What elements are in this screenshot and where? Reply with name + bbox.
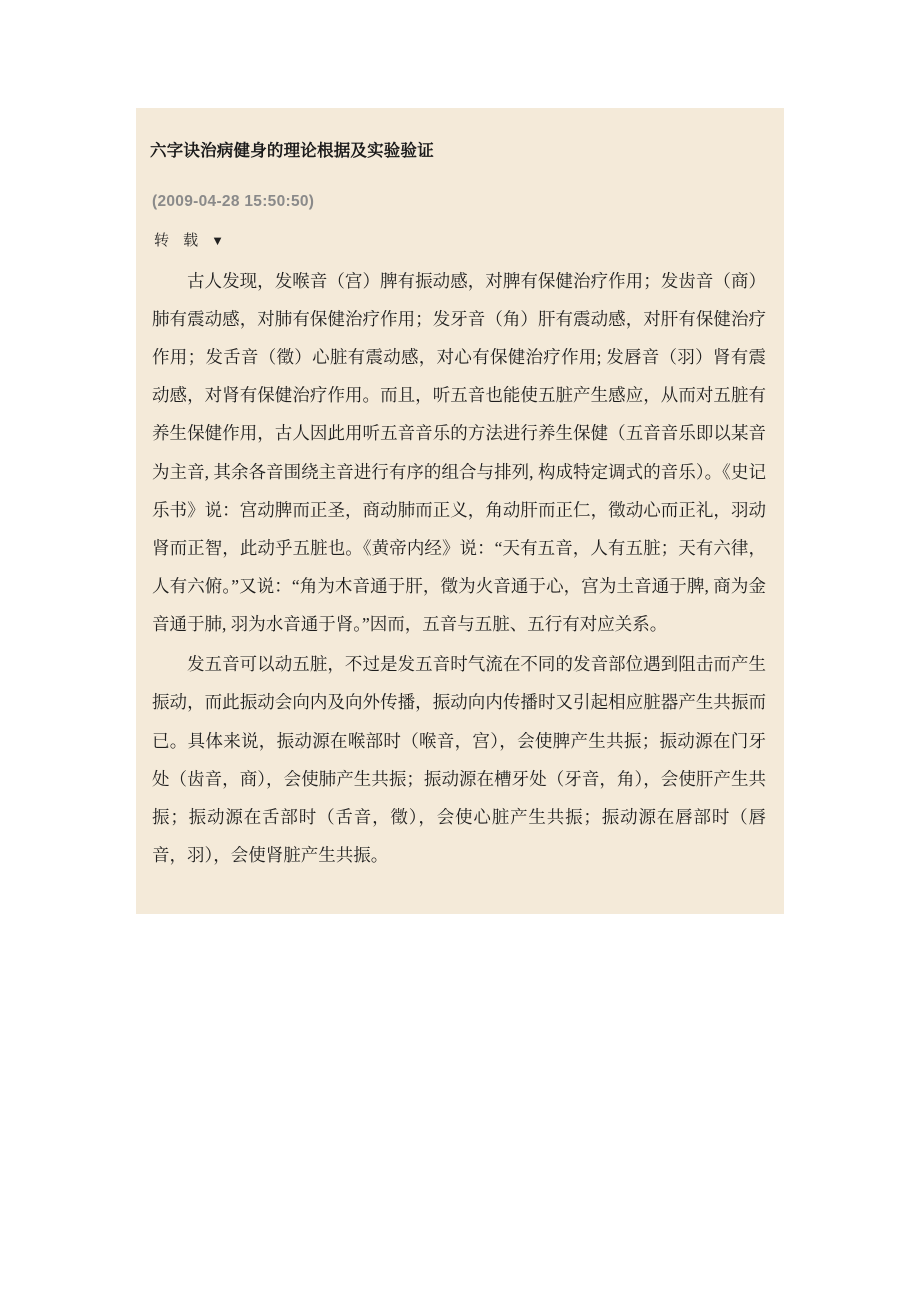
article-body <box>136 256 784 874</box>
repost-row[interactable] <box>136 215 784 256</box>
article-paragraph: 古人发现，发喉音（宫）脾有振动感，对脾有保健治疗作用；发齿音（商）肺有震动感，对肺有保健治疗作用；发牙音（角）肝有震动感，对肝有保健治疗作用；发舌音（徵）心脏有震动感，对心有保健治疗作用; 发唇音（羽）肾有震动感，对肾有保健治疗作用。而且，听五音也能使五脏产生感应，从而对五脏有养生保健作用，古人因此用听五音音乐的方法进行养生保健（五音音乐即以某音为主音, 其余各音围绕主音进行有序的组合与排列, 构成特定调式的音乐）。《史记乐书》说：宫动脾而正圣，商动肺而正义，角动肝而正仁，徵动心而正礼，羽动肾而正智，此动乎五脏也。《黄帝内经》说：“天有五音，人有五脏；天有六律，人有六俯。”又说：“角为木音通于肝，徵为火音通于心，宫为土音通于脾, 商为金音通于肺, 羽为水音通于肾。”因而，五音与五脏、五行有对应关系。 <box>152 270 766 635</box>
article-container <box>136 108 784 914</box>
repost-label: 转 载 <box>154 231 204 249</box>
article-paragraph: 发五音可以动五脏，不过是发五音时气流在不同的发音部位遇到阻击而产生振动，而此振动会向内及向外传播，振动向内传播时又引起相应脏器产生共振而已。具体来说，振动源在喉部时（喉音，宫），会使脾产生共振；振动源在门牙处（齿音，商），会使肺产生共振；振动源在槽牙处（牙音，角），会使肝产生共振；振动源在舌部时（舌音，徵），会使心脏产生共振；振动源在唇部时（唇音，羽），会使肾脏产生共振。 <box>152 654 766 865</box>
page-title: 六字诀治病健身的理论根据及实验验证 <box>150 142 434 161</box>
article-timestamp: (2009-04-28 15:50:50) <box>152 192 315 210</box>
chevron-down-icon[interactable]: ▼ <box>211 232 225 248</box>
article-bottom-spacer <box>136 876 784 884</box>
